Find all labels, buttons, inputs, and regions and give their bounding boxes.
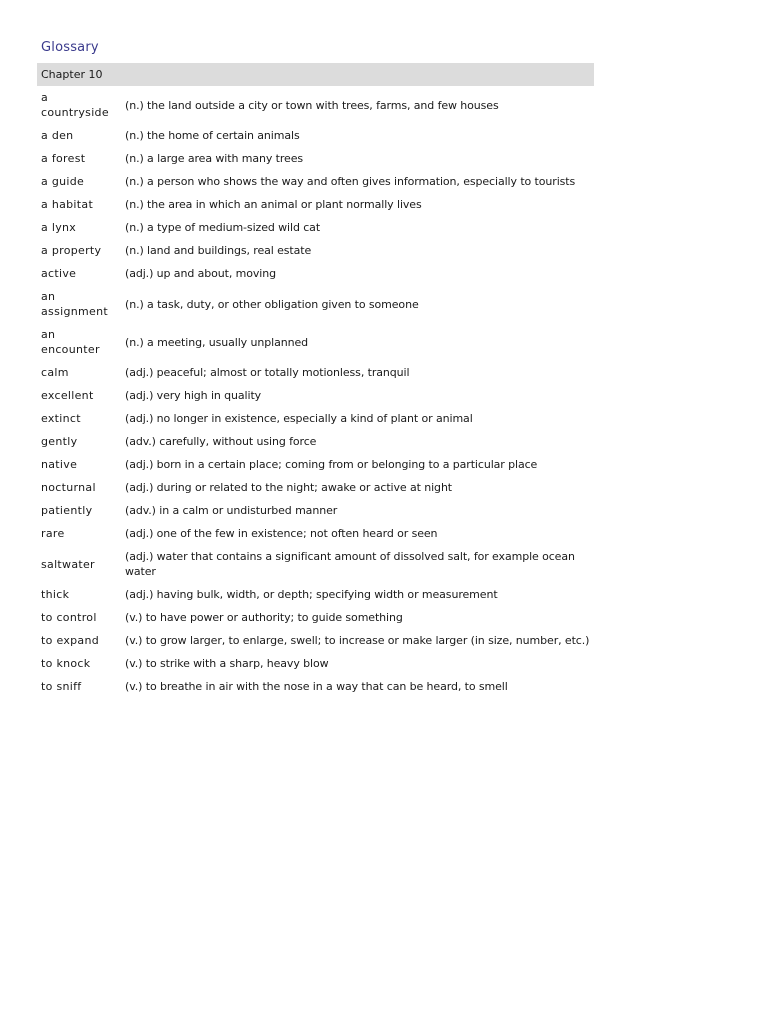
- glossary-row: [37, 193, 594, 216]
- glossary-term: patiently: [41, 504, 93, 517]
- chapter-header-row: [37, 63, 594, 86]
- glossary-term: extinct: [41, 412, 81, 425]
- glossary-definition: (n.) the land outside a city or town with trees, farms, and few houses: [125, 98, 499, 112]
- glossary-term: a lynx: [41, 221, 77, 234]
- glossary-definition: (adj.) peaceful; almost or totally motionless, tranquil: [125, 366, 410, 379]
- glossary-row: [37, 545, 594, 583]
- glossary-term: a property: [41, 244, 102, 257]
- glossary-row: [37, 522, 594, 545]
- glossary-term: native: [41, 458, 78, 471]
- glossary-row: [37, 476, 594, 499]
- glossary-definition: (n.) a person who shows the way and often gives information, especially to tourists: [125, 175, 576, 188]
- glossary-definition: (v.) to breathe in air with the nose in a way that can be heard, to smell: [125, 680, 508, 693]
- glossary-definition: (adj.) having bulk, width, or depth; specifying width or measurement: [125, 588, 498, 601]
- glossary-row: [37, 606, 594, 629]
- glossary-row: [37, 675, 594, 698]
- glossary-term: to sniff: [41, 680, 82, 693]
- glossary-row: [37, 499, 594, 522]
- glossary-definition: (adj.) no longer in existence, especially a kind of plant or animal: [125, 412, 473, 425]
- glossary-row: [37, 583, 594, 606]
- glossary-row: [37, 430, 594, 453]
- glossary-term: a countryside: [41, 91, 109, 119]
- glossary-row: [37, 262, 594, 285]
- glossary-term: an assignment: [41, 290, 108, 318]
- glossary-term: to expand: [41, 634, 100, 647]
- glossary-definition: (v.) to grow larger, to enlarge, swell; to increase or make larger (in size, number, etc.): [125, 634, 590, 647]
- glossary-term: a habitat: [41, 198, 94, 211]
- glossary-definition: (n.) land and buildings, real estate: [125, 244, 312, 257]
- glossary-definition: (n.) the area in which an animal or plant normally lives: [125, 198, 422, 211]
- glossary-row: [37, 407, 594, 430]
- glossary-row: [37, 86, 594, 124]
- glossary-definition: (adv.) in a calm or undisturbed manner: [125, 504, 338, 517]
- glossary-definition: (n.) a meeting, usually unplanned: [125, 335, 309, 349]
- glossary-row: [37, 285, 594, 323]
- glossary-row: [37, 147, 594, 170]
- glossary-definition: (n.) the home of certain animals: [125, 129, 300, 142]
- glossary-definition: (adj.) one of the few in existence; not often heard or seen: [125, 527, 438, 540]
- glossary-definition: (n.) a large area with many trees: [125, 152, 304, 165]
- glossary-term: to control: [41, 611, 97, 624]
- glossary-row: [37, 453, 594, 476]
- glossary-row: [37, 216, 594, 239]
- glossary-term: an encounter: [41, 328, 100, 356]
- glossary-definition: (adv.) carefully, without using force: [125, 435, 317, 448]
- glossary-term: to knock: [41, 657, 91, 670]
- glossary-body: [37, 63, 594, 698]
- glossary-definition: (adj.) up and about, moving: [125, 267, 276, 280]
- glossary-row: [37, 323, 594, 361]
- glossary-term: a guide: [41, 175, 85, 188]
- page-title: Glossary: [41, 40, 99, 55]
- glossary-row: [37, 239, 594, 262]
- chapter-heading: Chapter 10: [37, 63, 594, 86]
- glossary-definition: (adj.) water that contains a significant amount of dissolved salt, for example ocean water: [125, 550, 575, 578]
- glossary-definition: (adj.) during or related to the night; awake or active at night: [125, 481, 453, 494]
- glossary-table: [37, 63, 594, 698]
- glossary-term: a den: [41, 129, 74, 142]
- glossary-term: excellent: [41, 389, 94, 402]
- glossary-term: active: [41, 267, 77, 280]
- glossary-term: a forest: [41, 152, 86, 165]
- glossary-row: [37, 652, 594, 675]
- glossary-row: [37, 384, 594, 407]
- glossary-definition: (adj.) very high in quality: [125, 389, 262, 402]
- glossary-row: [37, 629, 594, 652]
- glossary-definition: (n.) a task, duty, or other obligation given to someone: [125, 297, 419, 311]
- glossary-definition: (n.) a type of medium-sized wild cat: [125, 221, 321, 234]
- glossary-term: saltwater: [41, 557, 95, 571]
- glossary-term: rare: [41, 527, 65, 540]
- glossary-term: calm: [41, 366, 69, 379]
- glossary-term: nocturnal: [41, 481, 96, 494]
- glossary-definition: (adj.) born in a certain place; coming from or belonging to a particular place: [125, 458, 538, 471]
- glossary-definition: (v.) to strike with a sharp, heavy blow: [125, 657, 329, 670]
- glossary-row: [37, 361, 594, 384]
- glossary-term: thick: [41, 588, 70, 601]
- glossary-definition: (v.) to have power or authority; to guide something: [125, 611, 403, 624]
- glossary-term: gently: [41, 435, 78, 448]
- glossary-row: [37, 124, 594, 147]
- glossary-row: [37, 170, 594, 193]
